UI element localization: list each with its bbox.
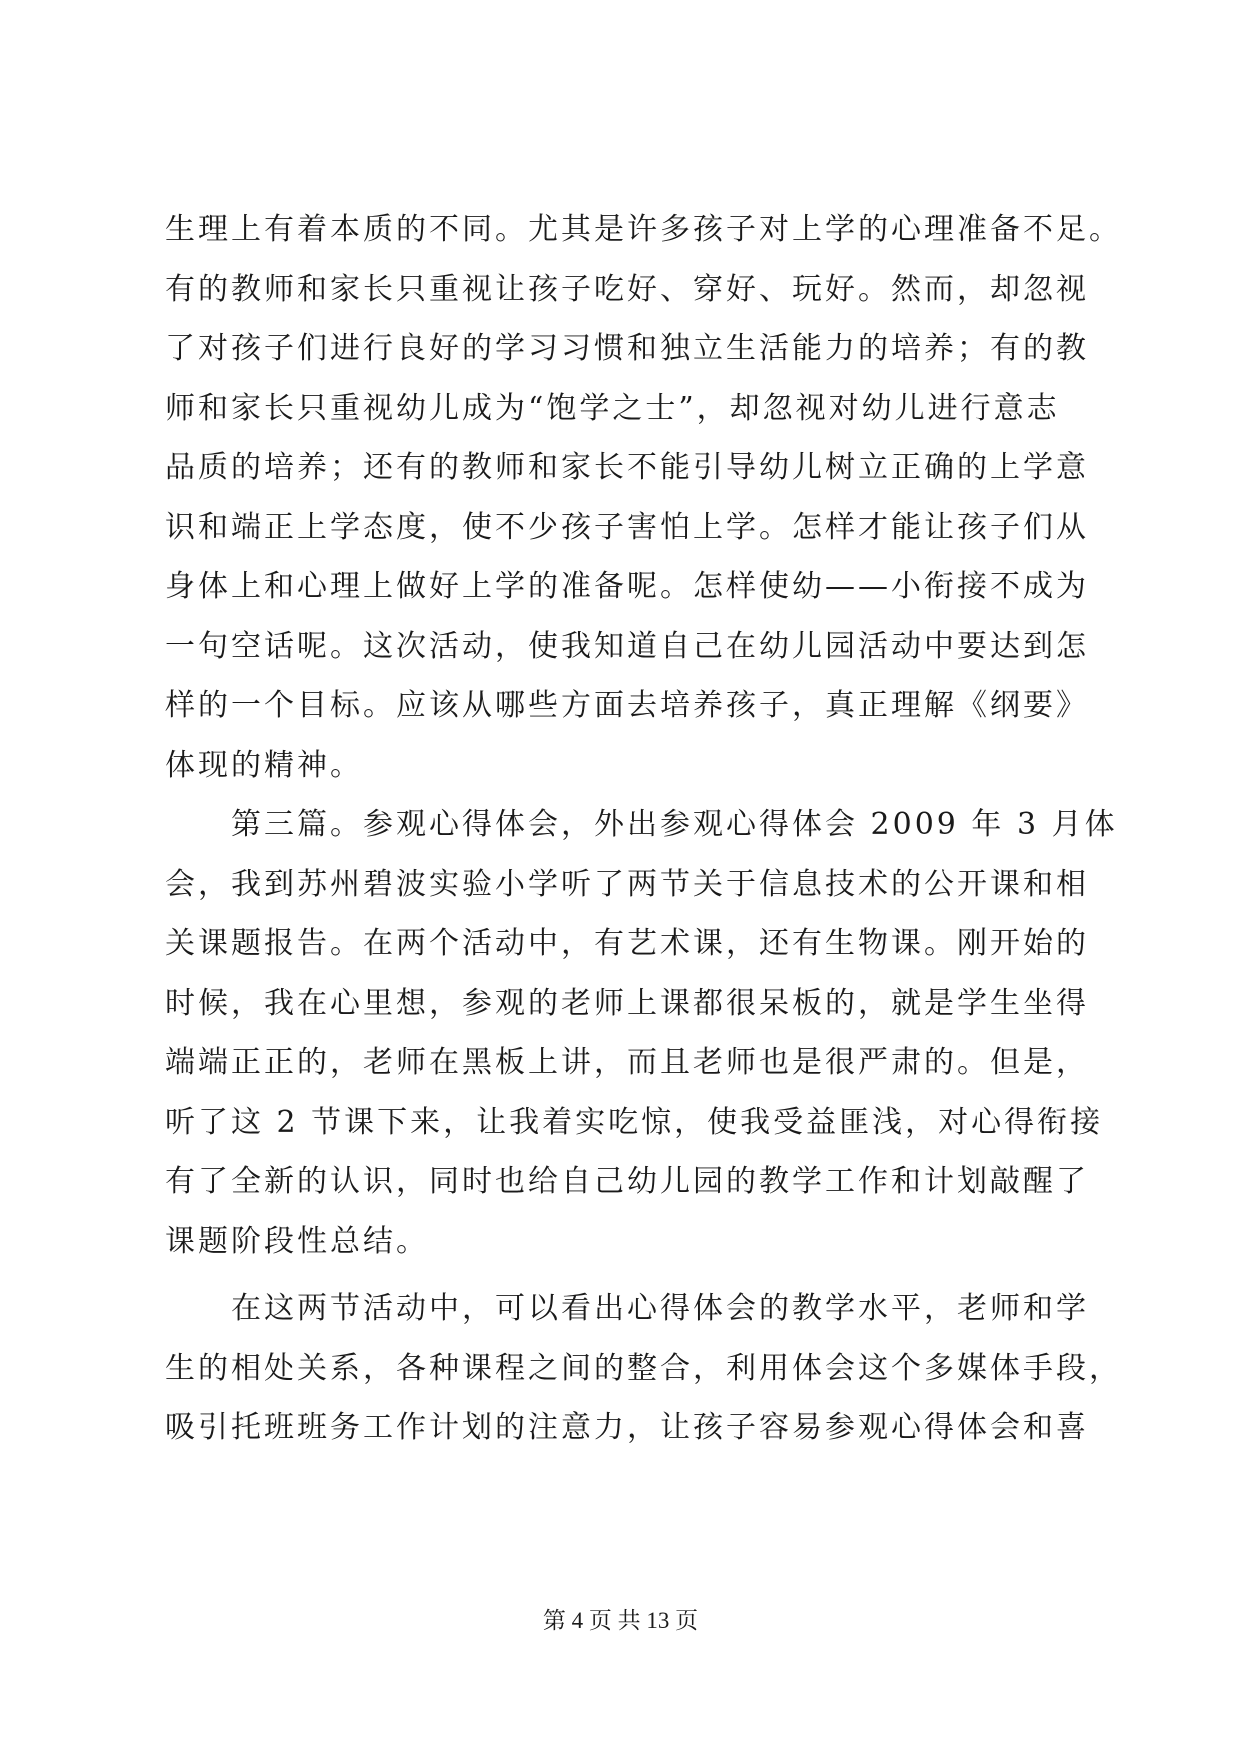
text-line: 体现的精神。 xyxy=(165,747,363,783)
text-line: 样的一个目标。应该从哪些方面去培养孩子，真正理解《纲要》 xyxy=(165,688,1089,723)
text-line: 有了全新的认识，同时也给自己幼儿园的教学工作和计划敲醒了 xyxy=(165,1164,1089,1199)
text-line: 身体上和心理上做好上学的准备呢。怎样使幼——小衔接不成为 xyxy=(165,569,1089,604)
text-line: 识和端正上学态度，使不少孩子害怕上学。怎样才能让孩子们从 xyxy=(165,509,1089,545)
text-line: 生理上有着本质的不同。尤其是许多孩子对上学的心理准备不足。 xyxy=(165,212,1122,247)
text-line: 听了这 2 节课下来，让我着实吃惊，使我受益匪浅，对心得衔接 xyxy=(165,1104,1104,1140)
text-line: 时候，我在心里想，参观的老师上课都很呆板的，就是学生坐得 xyxy=(165,985,1089,1021)
paragraph-start-line: 第三篇。参观心得体会，外出参观心得体会 2009 年 3 月体 xyxy=(165,807,1118,842)
text-line: 课题阶段性总结。 xyxy=(165,1223,429,1259)
text-line: 品质的培养；还有的教师和家长不能引导幼儿树立正确的上学意 xyxy=(165,450,1089,485)
text-line: 师和家长只重视幼儿成为“饱学之士”，却忽视对幼儿进行意志 xyxy=(165,390,1060,426)
paragraph-start-line: 在这两节活动中，可以看出心得体会的教学水平，老师和学 xyxy=(165,1291,1089,1326)
text-line: 吸引托班班务工作计划的注意力，让孩子容易参观心得体会和喜 xyxy=(165,1410,1089,1445)
text-line: 一句空话呢。这次活动，使我知道自己在幼儿园活动中要达到怎 xyxy=(165,628,1089,664)
text-line: 了对孩子们进行良好的学习习惯和独立生活能力的培养；有的教 xyxy=(165,331,1089,366)
paragraph-gap xyxy=(165,1271,1085,1279)
text-line: 端端正正的，老师在黑板上讲，而且老师也是很严肃的。但是， xyxy=(165,1045,1089,1080)
text-line: 有的教师和家长只重视让孩子吃好、穿好、玩好。然而，却忽视 xyxy=(165,271,1089,307)
page-number-footer: 第 4 页 共 13 页 xyxy=(542,1608,699,1633)
text-line: 会，我到苏州碧波实验小学听了两节关于信息技术的公开课和相 xyxy=(165,866,1089,902)
text-line: 关课题报告。在两个活动中，有艺术课，还有生物课。刚开始的 xyxy=(165,926,1089,961)
text-line: 生的相处关系，各种课程之间的整合，利用体会这个多媒体手段， xyxy=(165,1350,1122,1386)
body-text xyxy=(165,200,1122,1458)
